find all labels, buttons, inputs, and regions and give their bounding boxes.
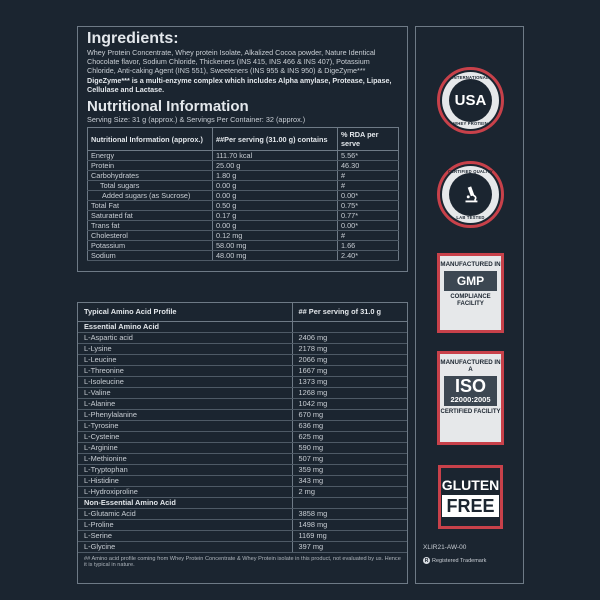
nutrition-row [88,171,399,181]
nutrient-rda: # [338,181,399,191]
nutrient-rda: 0.75* [338,201,399,211]
amino-name: L-Cysteine [78,431,292,442]
nutrient-value: 0.50 g [213,201,338,211]
gmp-badge-top: MANUFACTURED IN [440,261,501,268]
amino-row [78,442,407,453]
iso-badge-main: ISO [454,376,486,396]
amino-row [78,431,407,442]
nutrient-rda: 0.77* [338,211,399,221]
ingredients-text [87,48,399,94]
nutrition-header-row [88,128,399,151]
amino-row [78,519,407,530]
amino-section-row [78,321,407,332]
iso-badge-bottom: CERTIFIED FACILITY [440,409,501,415]
amino-value: 636 mg [292,420,407,431]
nutrition-row [88,181,399,191]
amino-name: L-Hydroxiproline [78,486,292,497]
amino-value [292,497,407,508]
nutrient-rda: 46.30 [338,161,399,171]
nutrient-value: 111.70 kcal [213,151,338,161]
iso-badge-top: MANUFACTURED IN A [440,359,501,373]
gluten-free-badge [438,465,503,529]
usa-badge-bottom-text: WHEY PROTEIN [453,121,488,126]
nutrient-name: Sodium [88,251,213,261]
nutrition-row [88,251,399,261]
amino-name: L-Arginine [78,442,292,453]
amino-value: 1373 mg [292,376,407,387]
nutrient-name: Energy [88,151,213,161]
amino-value: 1268 mg [292,387,407,398]
nutrient-value: 0.17 g [213,211,338,221]
amino-value: 1042 mg [292,398,407,409]
amino-name: Essential Amino Acid [78,321,292,332]
amino-name: L-Aspartic acid [78,332,292,343]
nutrition-header-rda: % RDA per serve [338,128,399,151]
amino-value: 3858 mg [292,508,407,519]
gluten-badge-line2: FREE [442,495,499,517]
nutrient-value: 0.12 mg [213,231,338,241]
amino-name: L-Leucine [78,354,292,365]
amino-row [78,354,407,365]
lab-badge-bottom-text: LAB TESTED [456,215,485,220]
amino-name: L-Tryptophan [78,464,292,475]
usa-badge-main: USA [454,92,487,109]
nutrition-row [88,161,399,171]
amino-name: L-Isoleucine [78,376,292,387]
digezyme-note: DigeZyme*** is a multi-enzyme complex which includes Alpha amylase, Protease, Lipase, Cellulase and Lactase. [87,75,392,94]
nutrition-header-name: Nutritional Information (approx.) [88,128,213,151]
amino-value: 1169 mg [292,530,407,541]
nutrition-header-value: ##Per serving (31.00 g) contains [213,128,338,151]
microscope-icon [460,184,482,206]
amino-value: 2066 mg [292,354,407,365]
amino-value: 625 mg [292,431,407,442]
amino-row [78,387,407,398]
amino-value: 670 mg [292,409,407,420]
amino-row [78,508,407,519]
nutrient-value: 58.00 mg [213,241,338,251]
nutrient-name: Protein [88,161,213,171]
trademark-note [423,557,486,564]
nutrient-name: Added sugars (as Sucrose) [88,191,213,201]
amino-row [78,530,407,541]
nutrient-rda: # [338,231,399,241]
trademark-text: Registered Trademark [432,557,487,564]
nutrition-row [88,191,399,201]
amino-row [78,332,407,343]
nutrition-title: Nutritional Information [87,98,249,116]
amino-name: L-Tyrosine [78,420,292,431]
amino-name: L-Threonine [78,365,292,376]
amino-name: L-Serine [78,530,292,541]
usa-whey-badge [437,67,504,134]
badge-panel [415,26,524,584]
amino-row [78,409,407,420]
nutrition-row [88,151,399,161]
amino-row [78,541,407,552]
amino-row [78,464,407,475]
amino-value: 507 mg [292,453,407,464]
amino-row [78,398,407,409]
registered-icon: R [424,557,429,564]
amino-name: L-Glutamic Acid [78,508,292,519]
amino-panel [77,302,408,584]
nutrition-row [88,221,399,231]
amino-value: 359 mg [292,464,407,475]
nutrient-name: Trans fat [88,221,213,231]
nutrient-name: Cholesterol [88,231,213,241]
nutrient-value: 0.00 g [213,221,338,231]
amino-name: L-Methionine [78,453,292,464]
nutrient-name: Carbohydrates [88,171,213,181]
amino-value: 1667 mg [292,365,407,376]
amino-value: 1498 mg [292,519,407,530]
amino-name: L-Valine [78,387,292,398]
iso-badge [437,351,504,445]
amino-name: L-Lysine [78,343,292,354]
nutrient-name: Saturated fat [88,211,213,221]
amino-row [78,343,407,354]
amino-value: 590 mg [292,442,407,453]
amino-row [78,475,407,486]
ingredients-panel [77,26,408,272]
gmp-badge-bottom: COMPLIANCE FACILITY [450,294,491,307]
nutrition-row [88,241,399,251]
nutrient-value: 1.80 g [213,171,338,181]
amino-header-row [78,303,407,321]
nutrient-rda: 5.56* [338,151,399,161]
amino-section-row [78,497,407,508]
nutrient-name: Potassium [88,241,213,251]
amino-value [292,321,407,332]
nutrient-value: 25.00 g [213,161,338,171]
nutrient-rda: 0.00* [338,191,399,201]
nutrition-row [88,231,399,241]
nutrient-name: Total sugars [88,181,213,191]
amino-row [78,420,407,431]
amino-value: 397 mg [292,541,407,552]
product-code: XLIR21-AW-00 [423,544,467,551]
amino-name: L-Glycine [78,541,292,552]
nutrient-rda: # [338,171,399,181]
iso-badge-sub: 22000:2005 [450,395,491,404]
amino-value: 2406 mg [292,332,407,343]
serving-info: Serving Size: 31 g (approx.) & Servings Per Container: 32 (approx.) [87,115,306,125]
nutrient-rda: 0.00* [338,221,399,231]
amino-row [78,486,407,497]
amino-row [78,453,407,464]
amino-footnote: ## Amino acid profile coming from Whey Protein Concentrate & Whey Protein isolate in this product, not evaluated by us. Hence it is typical in nature. [84,555,401,569]
amino-value: 2178 mg [292,343,407,354]
nutrient-value: 0.00 g [213,191,338,201]
amino-header-name: Typical Amino Acid Profile [78,303,292,321]
amino-name: L-Histidine [78,475,292,486]
ingredients-title: Ingredients: [87,30,179,47]
amino-header-value: ## Per serving of 31.0 g [292,303,407,321]
amino-row [78,365,407,376]
amino-value: 2 mg [292,486,407,497]
gmp-badge-main: GMP [444,271,497,291]
nutrient-value: 0.00 g [213,181,338,191]
nutrient-value: 48.00 mg [213,251,338,261]
amino-name: L-Phenylalanine [78,409,292,420]
amino-name: Non-Essential Amino Acid [78,497,292,508]
amino-table [78,303,407,553]
nutrition-row [88,201,399,211]
usa-badge-top-text: INTERNATIONAL QUALITY [452,75,489,85]
nutrition-table [87,127,399,261]
lab-badge-top-text: CERTIFIED QUALITY [447,169,494,174]
gluten-badge-line1: GLUTEN [441,477,500,493]
amino-name: L-Proline [78,519,292,530]
amino-value: 343 mg [292,475,407,486]
nutrient-rda: 1.66 [338,241,399,251]
nutrient-name: Total Fat [88,201,213,211]
lab-tested-badge [437,161,504,228]
nutrient-rda: 2.40* [338,251,399,261]
ingredients-list: Whey Protein Concentrate, Whey protein Isolate, Alkalized Cocoa powder, Nature Identical Chocolate flavor, Sodium Chloride, Thickeners (INS 415, INS 466 & INS 407), Potassium Chloride, Anti-caking Agent (INS 551), Sweeteners (INS 955 & INS 950) & DigeZyme*** [87,48,376,76]
amino-row [78,376,407,387]
gmp-badge [437,253,504,333]
nutrition-row [88,211,399,221]
amino-name: L-Alanine [78,398,292,409]
